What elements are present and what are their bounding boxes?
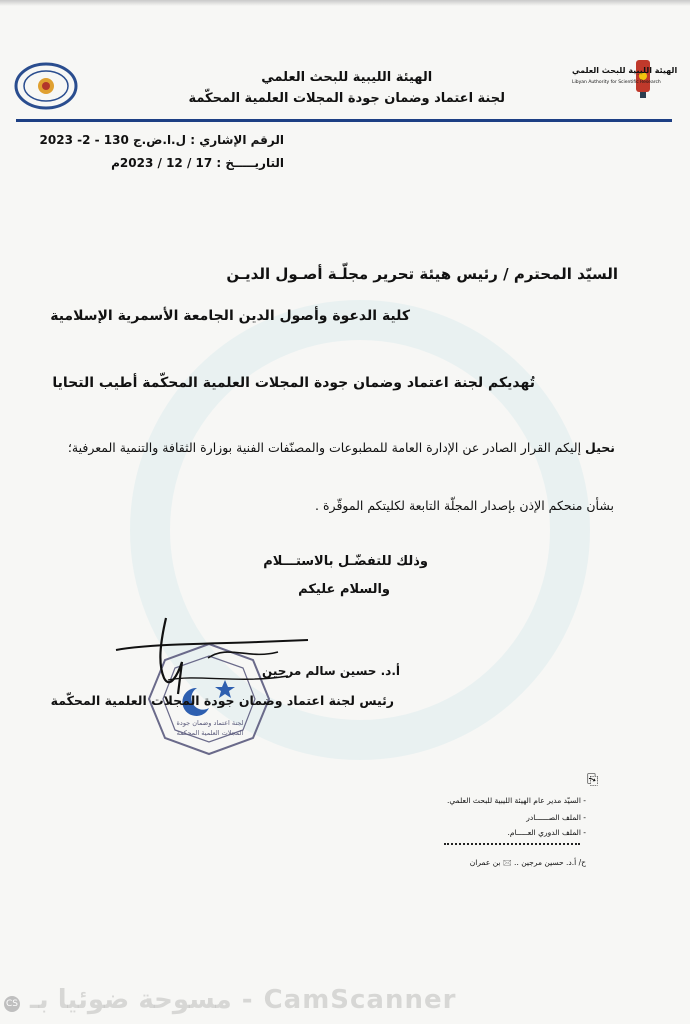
scanner-watermark: CamScanner - مسوحة ضوئيا بـ bbox=[30, 985, 457, 1015]
copy-item: - الملف الصــــــادر bbox=[526, 813, 586, 822]
ref-label: الرقم الإشاري : bbox=[190, 133, 284, 147]
body-line-2: بشأن منحكم الإذن بإصدار المجلّة التابعة لكليتكم الموقّرة . bbox=[315, 498, 614, 513]
handwritten-signature bbox=[108, 614, 318, 704]
date-value: 17 / 12 / 2023م bbox=[111, 156, 213, 170]
committee-name: لجنة اعتماد وضمان جودة المجلات العلمية المحكّمة bbox=[188, 91, 505, 106]
seal-icon bbox=[14, 60, 78, 112]
body-lead: نحيل bbox=[585, 440, 615, 455]
copy-item: - السيّد مدير عام الهيئة الليبية للبحث العلمي. bbox=[447, 796, 586, 805]
signer-name: أ.د. حسين سالم مرجين bbox=[262, 664, 400, 678]
reference-number bbox=[40, 133, 284, 147]
salutation: والسلام عليكم bbox=[298, 582, 390, 597]
logo-text-en: Libyan Authority for Scientific Research bbox=[572, 80, 661, 85]
dotted-divider bbox=[444, 843, 580, 845]
body-paragraph bbox=[68, 440, 615, 455]
letterhead bbox=[188, 70, 505, 106]
letter-date bbox=[111, 156, 284, 170]
org-name: الهيئة الليبية للبحث العلمي bbox=[261, 70, 433, 85]
stamp-text: لجنة اعتماد وضمان جودة المجلات العلمية المحكمة bbox=[176, 719, 244, 737]
copy-icon: ⎘ bbox=[587, 772, 599, 788]
faculty-name: كلية الدعوة وأصول الدين الجامعة الأسمرية الإسلامية bbox=[50, 308, 410, 324]
greeting: تُهديكم لجنة اعتماد وضمان جودة المجلات العلمية المحكّمة أطيب التحايا bbox=[52, 375, 535, 391]
camscanner-icon: CS bbox=[4, 996, 20, 1012]
authority-logo bbox=[568, 52, 678, 116]
body-line-1: إليكم القرار الصادر عن الإدارة العامة للمطبوعات والمصنّفات الفنية بوزارة الثقافة والتنمية المعرفية؛ bbox=[67, 440, 586, 455]
ref-value: ل.ا.ض.ج 130 - 2- 2023 bbox=[39, 133, 187, 147]
prepared-by: ح/ أ.د. حسين مرجين .. 🖂 بن عمران bbox=[469, 858, 586, 867]
addressee: السيّد المحترم / رئيس هيئة تحرير مجلّـة أصـول الديـن bbox=[226, 265, 618, 283]
header-rule bbox=[16, 119, 672, 122]
copy-item: - الملف الدوري العـــــام. bbox=[507, 828, 586, 837]
date-label: التاريـــــخ : bbox=[216, 156, 284, 170]
logo-text-ar: الهيئة الليبية للبحث العلمي bbox=[572, 66, 678, 75]
signer-title: رئيس لجنة اعتماد وضمان جودة المجلات العلمية المحكّمة bbox=[50, 693, 394, 708]
closing: وذلك للتفضّـل بالاستـــلام bbox=[263, 554, 428, 569]
scan-edge bbox=[0, 0, 690, 6]
